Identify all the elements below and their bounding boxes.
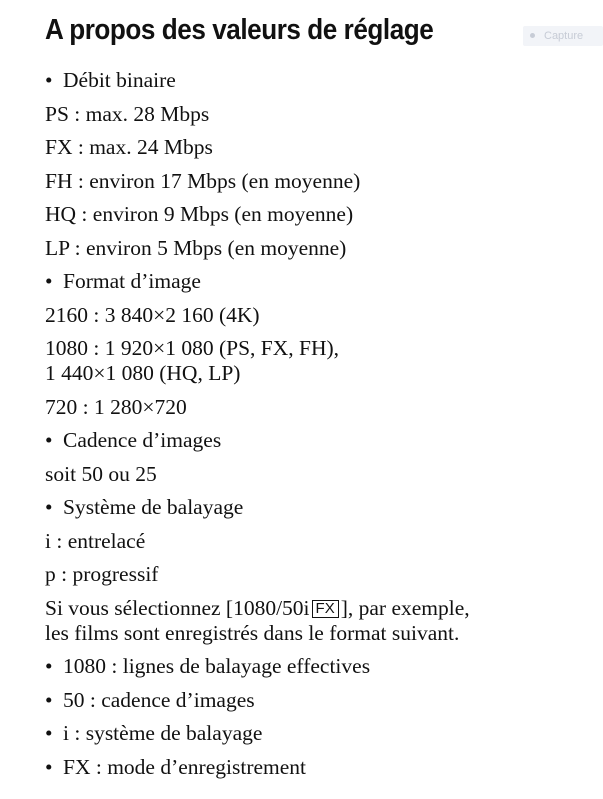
scan-system-p: p : progressif [45,562,159,586]
document-body [45,64,595,784]
legend-item [45,650,595,684]
bullet-icon: • [45,68,53,92]
example-paragraph [45,596,595,646]
image-format-1080-line1: 1080 : 1 920×1 080 (PS, FX, FH), [45,336,340,360]
frame-rate-heading [45,424,595,458]
fx-mode-badge: FX [312,600,339,618]
image-format-1080 [45,336,595,386]
bullet-icon: • [45,754,53,779]
image-format-heading [45,265,595,299]
page-title: A propos des valeurs de réglage [45,14,434,46]
bitrate-hq: HQ : environ 9 Mbps (en moyenne) [45,202,354,226]
capture-label: Capture [544,30,584,42]
bullet-icon: • [45,654,53,678]
bullet-icon: • [45,721,53,745]
bitrate-ps: PS : max. 28 Mbps [45,101,210,126]
scan-system-i: i : entrelacé [45,528,146,553]
legend-item-text: FX : mode d’enregistrement [63,754,307,779]
image-format-heading-text: Format d’image [63,269,201,293]
legend-item-text: 1080 : lignes de balayage effectives [63,654,371,678]
bitrate-lp: LP : environ 5 Mbps (en moyenne) [45,235,347,260]
capture-dot-icon [530,33,535,38]
frame-rate-value: soit 50 ou 25 [45,461,157,486]
image-format-2160: 2160 : 3 840×2 160 (4K) [45,302,260,327]
bitrate-fx: FX : max. 24 Mbps [45,135,213,159]
bitrate-heading [45,64,595,98]
example-line2: les films sont enregistrés dans le format suivant. [45,620,460,645]
legend-item [45,717,595,751]
capture-chip[interactable] [523,26,603,46]
legend-item-text: i : système de balayage [63,721,263,745]
legend-item-text: 50 : cadence d’images [63,687,255,712]
example-line1 [45,596,595,621]
bullet-icon: • [45,269,53,293]
legend-item [45,684,595,718]
bullet-icon: • [45,495,53,519]
scan-system-heading-text: Système de balayage [63,495,244,519]
image-format-1080-line2: 1 440×1 080 (HQ, LP) [45,361,241,385]
example-line1-after: ], par exemple, [340,595,470,620]
scan-system-heading [45,491,595,525]
bullet-icon: • [45,687,53,712]
image-format-720: 720 : 1 280×720 [45,394,187,419]
bullet-icon: • [45,428,53,452]
legend-item [45,751,595,785]
bitrate-heading-text: Débit binaire [63,68,176,92]
example-line1-before: Si vous sélectionnez [1080/50i [45,595,310,620]
frame-rate-heading-text: Cadence d’images [63,428,222,452]
bitrate-fh: FH : environ 17 Mbps (en moyenne) [45,168,361,193]
